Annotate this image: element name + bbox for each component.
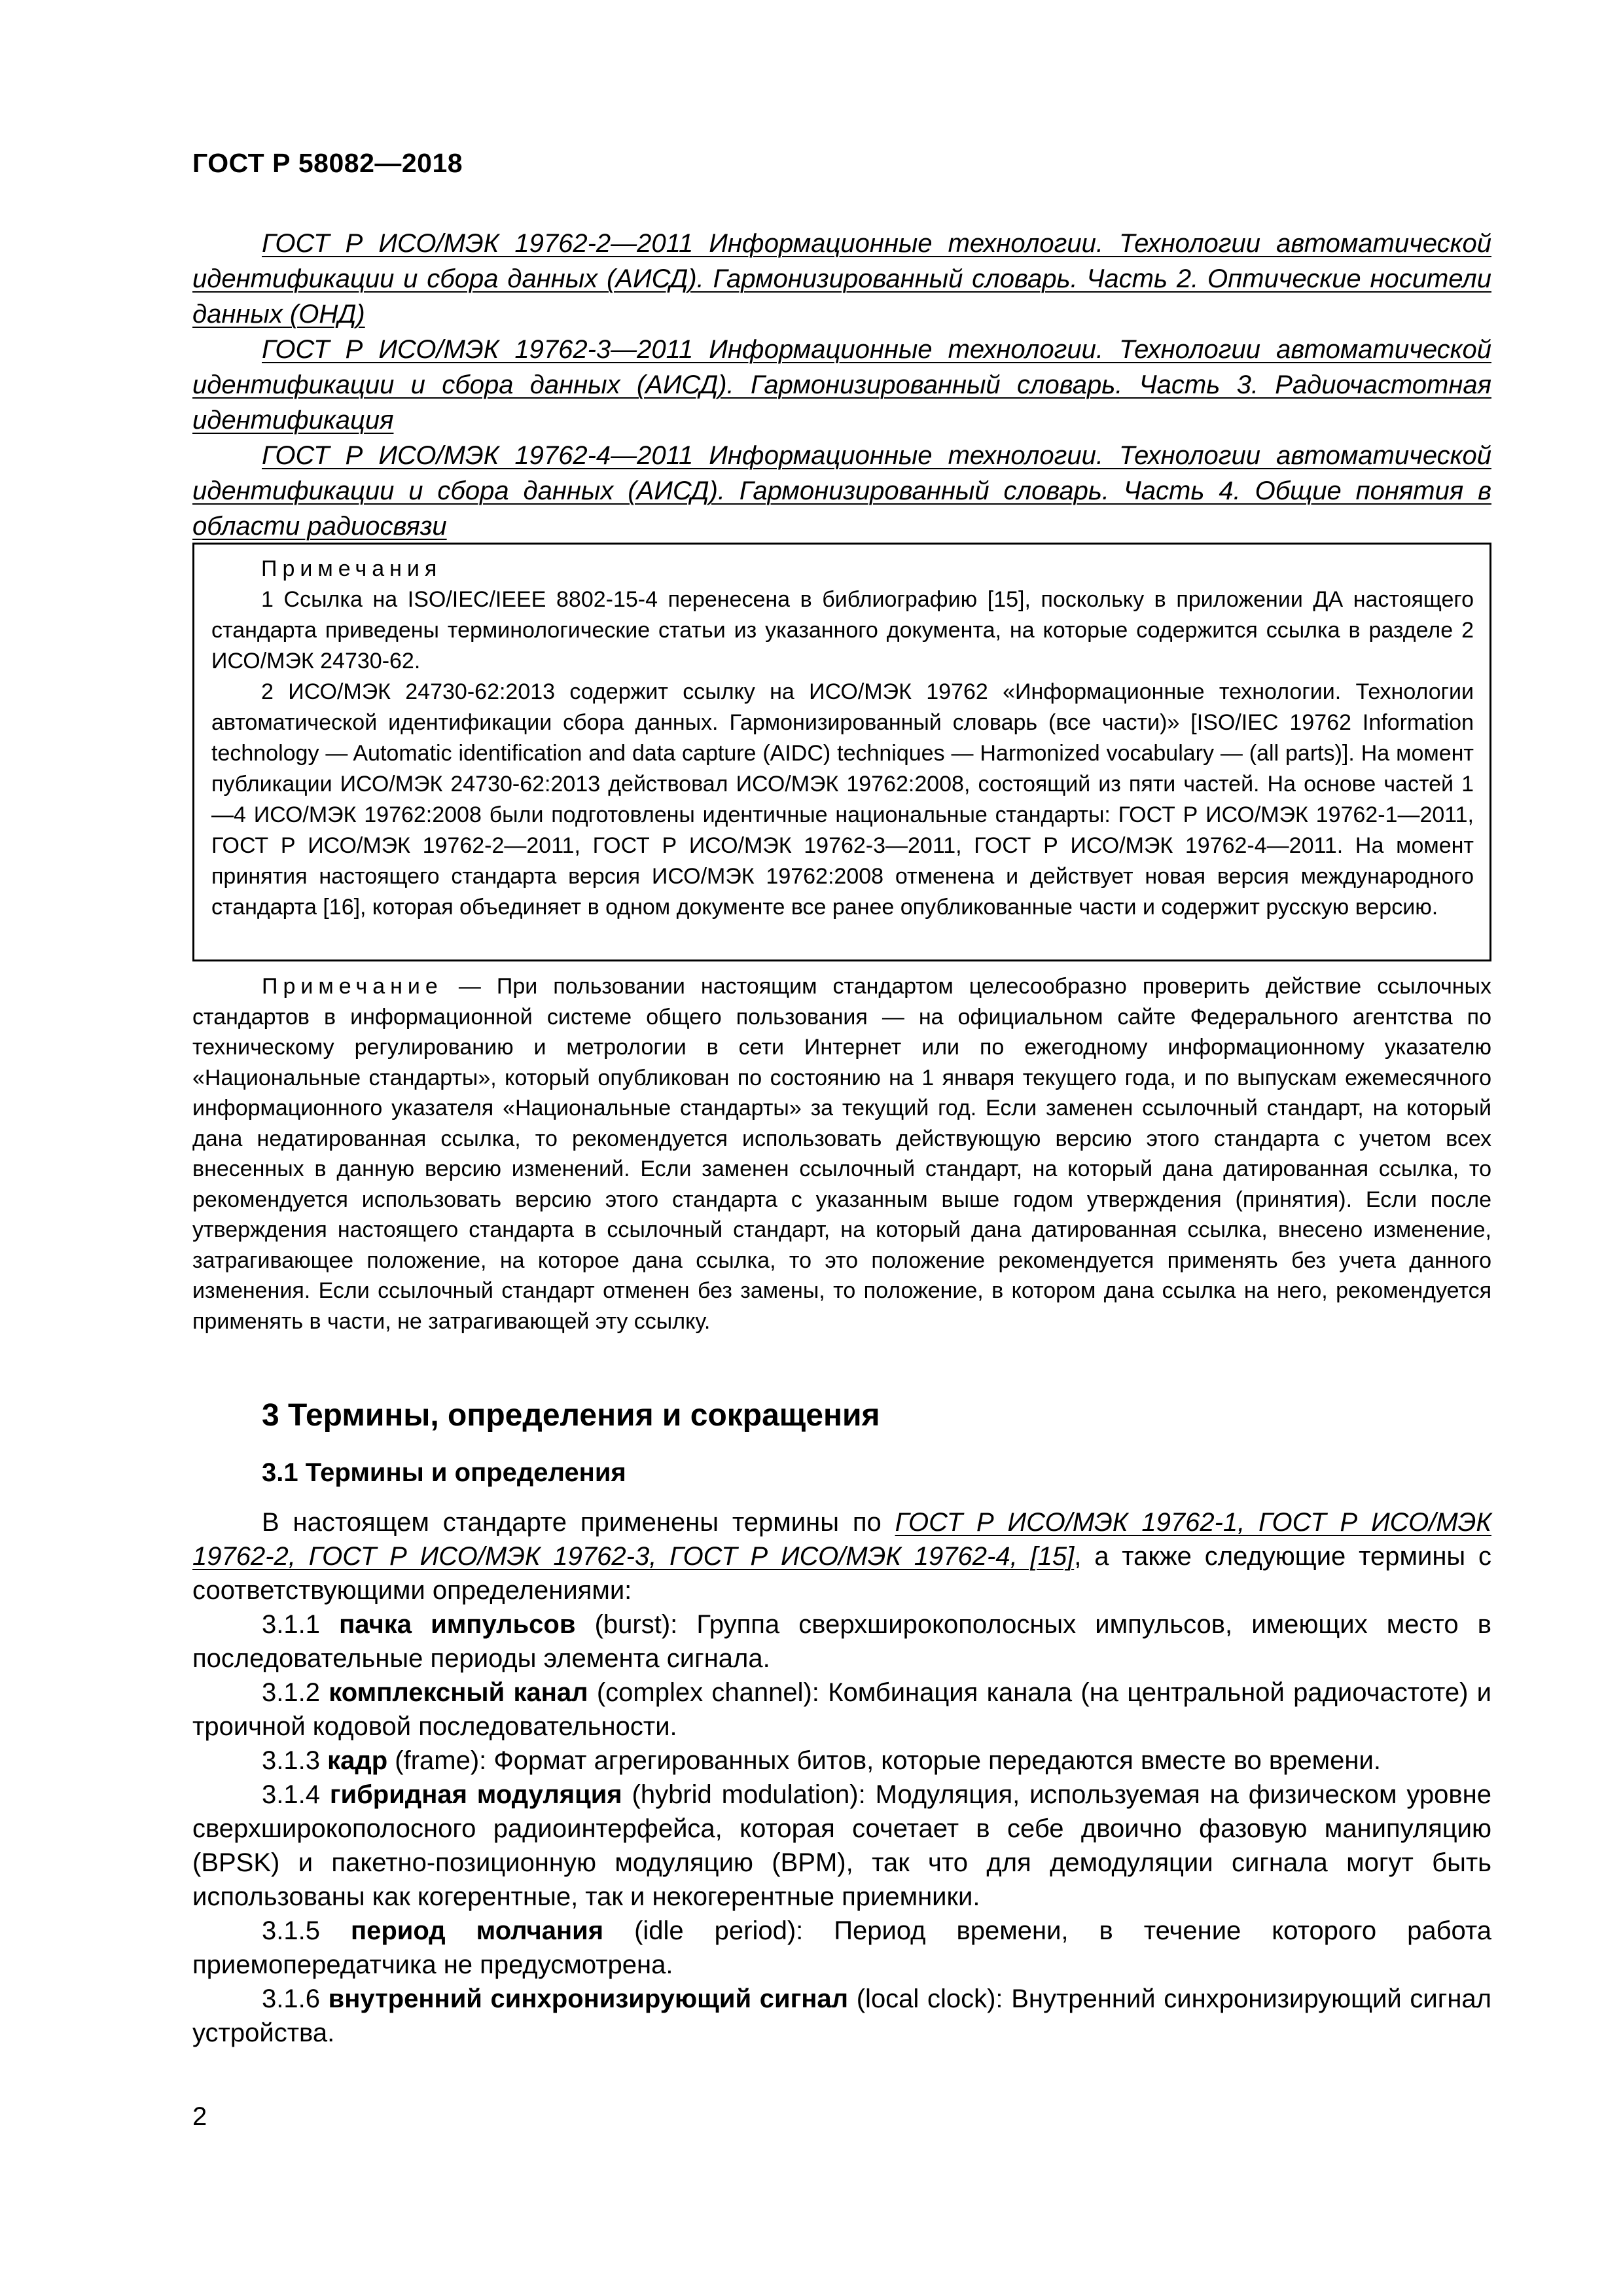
- term-entry: [192, 1607, 1491, 1676]
- term-number: 3.1.1: [262, 1610, 340, 1639]
- reference-item: [192, 332, 1491, 438]
- reference-item: [192, 226, 1491, 332]
- main-note: [192, 971, 1491, 1336]
- term-definition: (frame): Формат агрегированных битов, которые передаются вместе во времени.: [387, 1746, 1381, 1775]
- term-number: 3.1.3: [262, 1746, 328, 1775]
- term-entry: [192, 1982, 1491, 2050]
- term-definition: (hybrid modulation): Модуляция, используемая на физическом уровне сверхширокополосного радиоинтерфейса, которая сочетает в себе двоично фазовую манипуляцию (BPSK) и пакетно-позиционную модуляцию (BPM), так что для демодуляции сигнала могут быть использованы как когерентные, так и некогерентные приемники.: [192, 1780, 1491, 1911]
- notes-box: [192, 543, 1491, 961]
- section-title: 3 Термины, определения и сокращения: [262, 1398, 880, 1433]
- note-1: 1 Ссылка на ISO/IEC/IEEE 8802-15-4 перенесена в библиографию [15], поскольку в приложении ДА настоящего стандарта приведены терминологические статьи из указанного документа, на которые содержится ссылка в разделе 2 ИСО/МЭК 24730-62.: [211, 587, 1474, 673]
- reference-item: [192, 438, 1491, 544]
- notes-heading-text: Примечания: [261, 556, 442, 581]
- reference-text: ГОСТ Р ИСО/МЭК 19762-2—2011 Информационные технологии. Технологии автоматической идентификации и сбора данных (АИСД). Гармонизированный словарь. Часть 2. Оптические носители данных (ОНД): [192, 229, 1491, 329]
- terms-body: [192, 1505, 1491, 2050]
- term-name: внутренний синхронизирующий сигнал: [328, 1984, 849, 2013]
- term-number: 3.1.6: [262, 1984, 329, 2013]
- notes-heading: [211, 554, 1474, 584]
- document-header: ГОСТ Р 58082—2018: [192, 148, 463, 178]
- term-number: 3.1.4: [262, 1780, 330, 1809]
- term-definition: (local clock): Внутренний синхронизирующий сигнал устройства.: [192, 1984, 1491, 2047]
- terms-intro: [192, 1505, 1491, 1607]
- term-entry: [192, 1914, 1491, 1982]
- subsection-title: 3.1 Термины и определения: [262, 1458, 626, 1487]
- normative-references-list: [192, 226, 1491, 544]
- term-definition: (complex channel): Комбинация канала (на центральной радиочастоте) и троичной кодовой последовательности.: [192, 1678, 1492, 1741]
- reference-text: ГОСТ Р ИСО/МЭК 19762-3—2011 Информационные технологии. Технологии автоматической идентификации и сбора данных (АИСД). Гармонизированный словарь. Часть 3. Радиочастотная идентификация: [192, 335, 1491, 435]
- term-entry: [192, 1676, 1491, 1744]
- term-name: комплексный канал: [329, 1678, 588, 1707]
- term-name: период молчания: [350, 1916, 604, 1945]
- term-name: гибридная модуляция: [329, 1780, 622, 1809]
- intro-start: В настоящем стандарте применены термины по: [262, 1508, 895, 1537]
- intro-references: ГОСТ Р ИСО/МЭК 19762-1, ГОСТ Р ИСО/МЭК 19762-2, ГОСТ Р ИСО/МЭК 19762-3, ГОСТ Р ИСО/МЭК 19762-4, [15]: [192, 1508, 1491, 1571]
- page-number: 2: [192, 2102, 207, 2131]
- reference-text: ГОСТ Р ИСО/МЭК 19762-4—2011 Информационные технологии. Технологии автоматической идентификации и сбора данных (АИСД). Гармонизированный словарь. Часть 4. Общие понятия в области радиосвязи: [192, 441, 1491, 541]
- note-2: 2 ИСО/МЭК 24730-62:2013 содержит ссылку на ИСО/МЭК 19762 «Информационные технологии. Технологии автоматической идентификации сбора данных. Гармонизированный словарь (все части)» [ISO/IEC 19762 Information technology — Automatic identification and data capture (AIDC) techniques — Harmonized vocabulary — (all parts)]. На момент публикации ИСО/МЭК 24730-62:2013 действовал ИСО/МЭК 19762:2008, состоящий из пяти частей. На основе частей 1—4 ИСО/МЭК 19762:2008 были подготовлены идентичные национальные стандарты: ГОСТ Р ИСО/МЭК 19762-1—2011, ГОСТ Р ИСО/МЭК 19762-2—2011, ГОСТ Р ИСО/МЭК 19762-3—2011, ГОСТ Р ИСО/МЭК 19762-4—2011. На момент принятия настоящего стандарта версия ИСО/МЭК 19762:2008 отменена и действует новая версия международного стандарта [16], которая объединяет в одном документе все ранее опубликованные части и содержит русскую версию.: [211, 679, 1474, 920]
- main-note-text: — При пользовании настоящим стандартом целесообразно проверить действие ссылочных стандартов в информационной системе общего пользования — на официальном сайте Федерального агентства по техническому регулированию и метрологии в сети Интернет или по ежегодному информационному указателю «Национальные стандарты», который опубликован по состоянию на 1 января текущего года, и по выпускам ежемесячного информационного указателя «Национальные стандарты» за текущий год. Если заменен ссылочный стандарт, на который дана недатированная ссылка, то рекомендуется использовать действующую версию этого стандарта с учетом всех внесенных в данную версию изменений. Если заменен ссылочный стандарт, на который дана датированная ссылка, то рекомендуется использовать версию этого стандарта с указанным выше годом утверждения (принятия). Если после утверждения настоящего стандарта в ссылочный стандарт, на который дана датированная ссылка, внесено изменение, затрагивающее положение, на которое дана ссылка, то это положение рекомендуется применять без учета данного изменения. Если ссылочный стандарт отменен без замены, то положение, в котором дана ссылка на него, рекомендуется применять в части, не затрагивающей эту ссылку.: [192, 974, 1491, 1334]
- term-entry: [192, 1778, 1491, 1914]
- term-definition: (burst): Группа сверхширокополосных импульсов, имеющих место в последовательные периоды элемента сигнала.: [192, 1610, 1491, 1673]
- term-name: кадр: [327, 1746, 388, 1775]
- term-entry: [192, 1744, 1491, 1778]
- main-note-label: Примечание: [262, 974, 443, 999]
- term-number: 3.1.2: [262, 1678, 329, 1707]
- term-definition: (idle period): Период времени, в течение которого работа приемопередатчика не предусмотрена.: [192, 1916, 1491, 1979]
- term-name: пачка импульсов: [339, 1610, 576, 1639]
- intro-end: , а также следующие термины с соответствующими определениями:: [192, 1542, 1492, 1605]
- term-number: 3.1.5: [262, 1916, 351, 1945]
